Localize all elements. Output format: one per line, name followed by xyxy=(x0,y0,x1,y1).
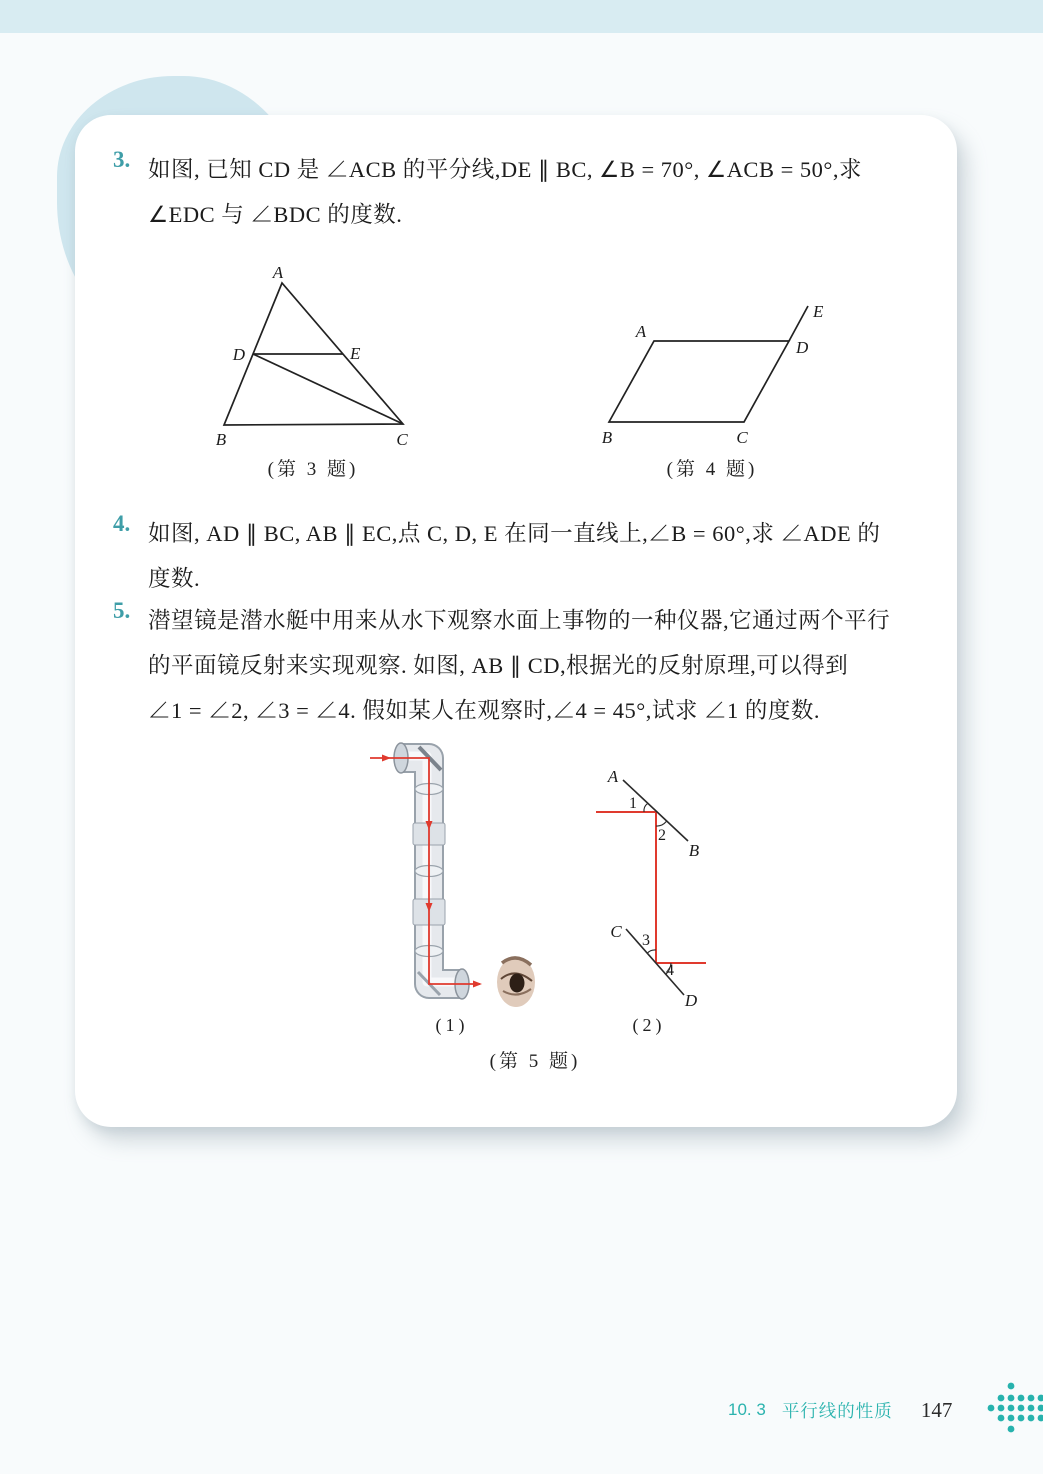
fig4-label-E: E xyxy=(813,302,824,321)
footer-section-title: 平行线的性质 xyxy=(781,1400,893,1421)
fig4-label-C: C xyxy=(736,428,748,447)
problem-3-line-1: 如图, 已知 CD 是 ∠ACB 的平分线,DE ∥ BC, ∠B = 70°, ∠ACB = 50°,求 xyxy=(148,157,863,182)
footer-dots-decoration xyxy=(986,1381,1043,1433)
figure-problem4-parallelogram xyxy=(595,298,830,448)
footer-section-number: 10. 3 xyxy=(728,1400,766,1419)
fig4-label-B: B xyxy=(601,428,613,447)
problem-4-number: 4. xyxy=(113,511,131,536)
figure-problem3-triangle xyxy=(205,255,435,455)
fig3-label-C: C xyxy=(396,430,408,449)
fig3-label-D: D xyxy=(232,345,245,364)
figure5-caption: (第 5 题) xyxy=(489,1051,581,1072)
problem-5-line-2: 的平面镜反射来实现观察. 如图, AB ∥ CD,根据光的反射原理,可以得到 xyxy=(148,653,849,678)
footer-page-number: 147 xyxy=(920,1397,953,1422)
fig4-label-D: D xyxy=(796,338,809,357)
fig5-angle-3: 3 xyxy=(642,932,650,949)
top-band-decoration xyxy=(0,0,1043,33)
figure3-caption: (第 3 题) xyxy=(267,459,359,480)
problem-4-line-1: 如图, AD ∥ BC, AB ∥ EC,点 C, D, E 在同一直线上,∠B = 60°,求 ∠ADE 的 xyxy=(148,521,881,546)
fig3-label-B: B xyxy=(215,430,227,449)
problem-4-line-2: 度数. xyxy=(148,566,201,591)
fig5-label-C: C xyxy=(610,922,622,941)
problem-5-line-3: ∠1 = ∠2, ∠3 = ∠4. 假如某人在观察时,∠4 = 45°,试求 ∠1 的度数. xyxy=(148,698,820,723)
problem-5-text xyxy=(148,598,948,733)
fig5-label-D: D xyxy=(684,991,698,1010)
fig3-label-E: E xyxy=(350,344,361,363)
page-footer xyxy=(728,1394,952,1426)
figure5-sub2-caption: (2) xyxy=(632,1015,666,1035)
fig5-angle-2: 2 xyxy=(658,827,666,844)
figure-problem5-periscope xyxy=(362,738,542,1016)
fig4-label-A: A xyxy=(635,322,647,341)
fig5-label-A: A xyxy=(607,767,619,786)
problem-3-number: 3. xyxy=(113,147,131,172)
problem-5-number: 5. xyxy=(113,598,131,623)
fig3-label-A: A xyxy=(272,263,284,282)
problem-3-line-2: ∠EDC 与 ∠BDC 的度数. xyxy=(148,202,403,227)
fig5-angle-4: 4 xyxy=(666,962,674,979)
fig5-angle-1: 1 xyxy=(629,795,637,812)
problem-5-line-1: 潜望镜是潜水艇中用来从水下观察水面上事物的一种仪器,它通过两个平行 xyxy=(148,608,891,633)
eye-illustration xyxy=(497,957,535,1007)
fig5-label-B: B xyxy=(688,841,700,860)
figure5-sub1-caption: (1) xyxy=(435,1015,469,1035)
problem-3-text xyxy=(148,147,948,237)
figure4-caption: (第 4 题) xyxy=(666,459,758,480)
problem-4-text xyxy=(148,511,948,601)
figure-problem5-reflection-diagram xyxy=(588,760,716,1012)
